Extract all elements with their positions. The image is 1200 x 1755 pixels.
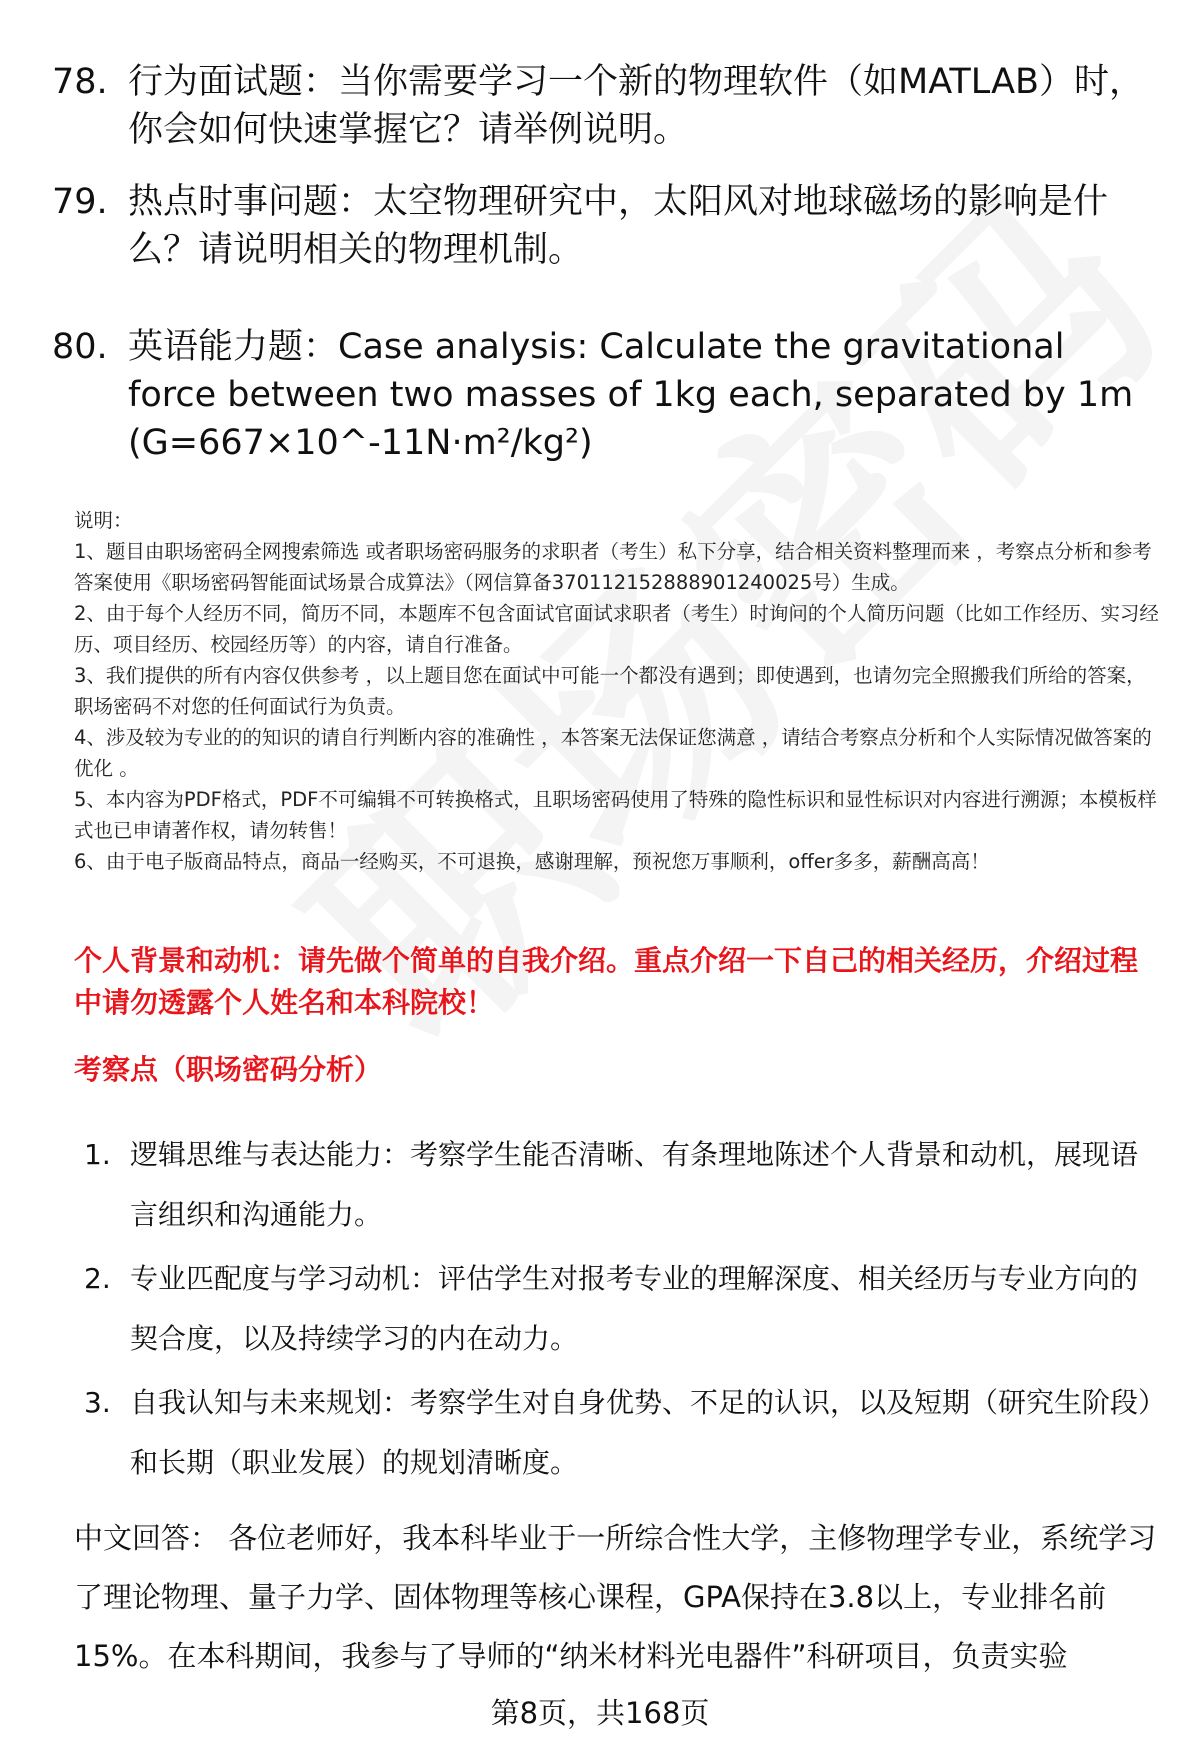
exam-point <box>84 1125 1154 1245</box>
question-text: 英语能力题：Case analysis: Calculate the gravitational force between two masses of 1kg each, separated by 1m (G=667×10^-11N·m²/kg²) <box>128 327 1134 463</box>
question-79 <box>52 178 1152 274</box>
background-question: 个人背景和动机：请先做个简单的自我介绍。重点介绍一下自己的相关经历，介绍过程中请勿透露个人姓名和本科院校！ <box>74 944 1139 1019</box>
page-footer: 第8页，共168页 <box>490 1696 710 1730</box>
note-item: 5、本内容为PDF格式，PDF不可编辑不可转换格式，且职场密码使用了特殊的隐性标识和显性标识对内容进行溯源；本模板样式也已申请著作权，请勿转售！ <box>74 788 1157 842</box>
exam-points-list <box>84 1125 1154 1497</box>
question-number: 80. <box>52 327 108 367</box>
question-number: 78. <box>52 62 108 102</box>
question-80 <box>52 323 1152 467</box>
chinese-answer: 中文回答： 各位老师好，我本科毕业于一所综合性大学，主修物理学专业，系统学习了理论物理、量子力学、固体物理等核心课程，GPA保持在3.8以上，专业排名前15%。在本科期间，我参与了导师的“纳米材料光电器件”科研项目，负责实验 <box>74 1521 1157 1673</box>
note-item: 4、涉及较为专业的的知识的请自行判断内容的准确性 ，本答案无法保证您满意 ，请结合考察点分析和个人实际情况做答案的优化 。 <box>74 726 1152 780</box>
exam-point <box>84 1249 1154 1369</box>
exam-point <box>84 1373 1154 1493</box>
note-item: 1、题目由职场密码全网搜索筛选 或者职场密码服务的求职者（考生）私下分享，结合相关资料整理而来 ，考察点分析和参考答案使用《职场密码智能面试场景合成算法》（网信算备370112152888901240025号）生成。 <box>74 540 1152 594</box>
question-text: 热点时事问题：太空物理研究中，太阳风对地球磁场的影响是什么？请说明相关的物理机制。 <box>128 182 1109 270</box>
exam-point-number: 1. <box>84 1138 111 1171</box>
exam-point-text: 专业匹配度与学习动机：评估学生对报考专业的理解深度、相关经历与专业方向的契合度，以及持续学习的内在动力。 <box>130 1262 1139 1355</box>
question-78 <box>52 58 1152 154</box>
exam-point-text: 自我认知与未来规划：考察学生对自身优势、不足的认识，以及短期（研究生阶段）和长期（职业发展）的规划清晰度。 <box>130 1386 1153 1479</box>
notes-heading: 说明： <box>74 509 133 532</box>
exam-point-number: 2. <box>84 1262 111 1295</box>
note-item: 3、我们提供的所有内容仅供参考 ，以上题目您在面试中可能一个都没有遇到；即使遇到，也请勿完全照搬我们所给的答案，职场密码不对您的任何面试行为负责。 <box>74 664 1146 718</box>
exam-points-title: 考察点（职场密码分析） <box>74 1053 383 1086</box>
exam-point-number: 3. <box>84 1386 111 1419</box>
notes-section <box>74 505 1164 877</box>
exam-point-text: 逻辑思维与表达能力：考察学生能否清晰、有条理地陈述个人背景和动机，展现语言组织和沟通能力。 <box>130 1138 1139 1231</box>
question-text: 行为面试题：当你需要学习一个新的物理软件（如MATLAB）时，你会如何快速掌握它？请举例说明。 <box>128 62 1145 150</box>
note-item: 2、由于每个人经历不同，简历不同，本题库不包含面试官面试求职者（考生）时询问的个人简历问题（比如工作经历、实习经历、项目经历、校园经历等）的内容，请自行准备。 <box>74 602 1159 656</box>
note-item: 6、由于电子版商品特点，商品一经购买，不可退换，感谢理解，预祝您万事顺利，offer多多，薪酬高高！ <box>74 850 990 873</box>
question-number: 79. <box>52 182 108 222</box>
